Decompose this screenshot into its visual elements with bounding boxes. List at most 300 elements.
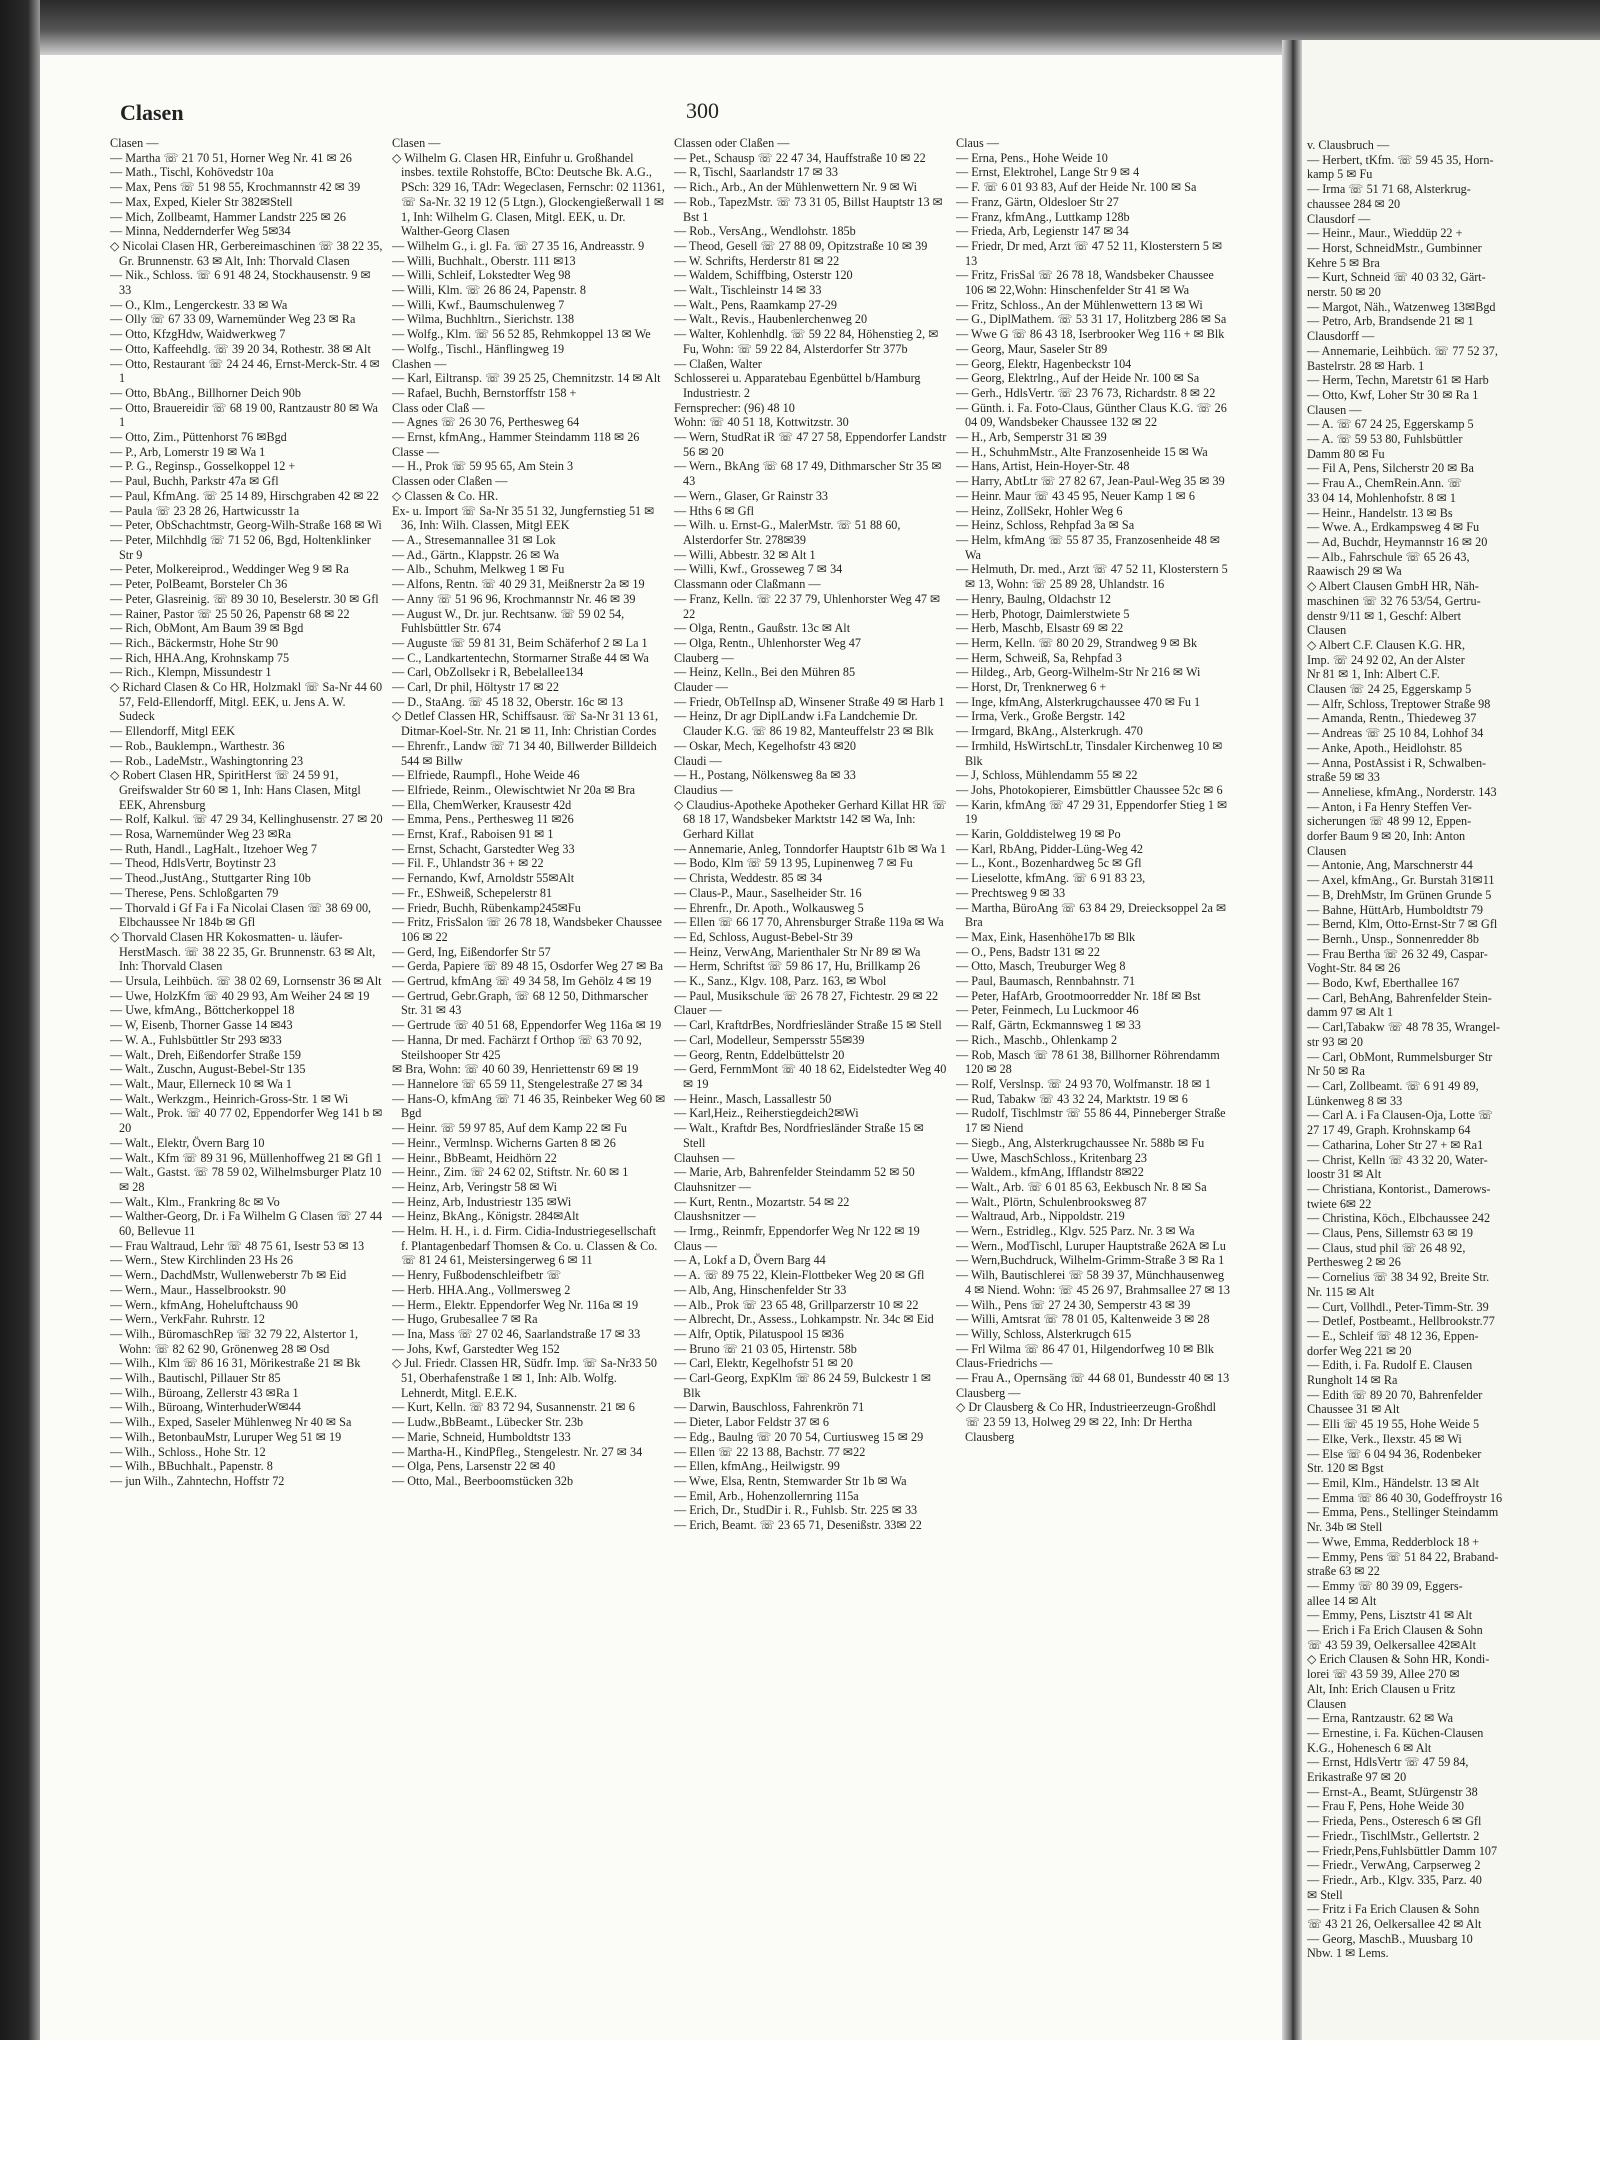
next-page-entry: 27 17 49, Graph. Krohnskamp 64 (1307, 1123, 1471, 1138)
next-page-entry: — Andreas ☏ 25 10 84, Lohhof 34 (1307, 726, 1484, 741)
directory-entry: — Franz, Kelln. ☏ 22 37 79, Uhlenhorster Weg 47 ✉ 22 (674, 591, 941, 621)
directory-entry: Claudi — (674, 753, 722, 768)
directory-entry: — Claus-P., Maur., Saselheider Str. 16 (674, 885, 862, 900)
directory-entry: — Peter, PolBeamt, Borsteler Ch 36 (110, 577, 288, 592)
next-page-entry: — A. ☏ 59 53 80, Fuhlsbüttler (1307, 432, 1463, 447)
directory-entry: — Carl, Elektr, Kegelhofstr 51 ✉ 20 (674, 1356, 853, 1371)
next-page-entry: Clausen ☏ 24 25, Eggerskamp 5 (1307, 682, 1472, 697)
directory-entry: — Herm, Kelln. ☏ 80 20 29, Strandweg 9 ✉ Bk (956, 635, 1198, 650)
directory-entry: — Wern., BkAng ☏ 68 17 49, Dithmarscher Str 35 ✉ 43 (674, 459, 942, 489)
directory-entry: — Johs, Photokopierer, Eimsbüttler Chaussee 52c ✉ 6 (956, 782, 1223, 797)
directory-entry: — Wern., ModTischl, Luruper Hauptstraße 262A ✉ Lu (956, 1238, 1226, 1253)
next-page-entry: — Wwe, Emma, Redderblock 18 + (1307, 1534, 1480, 1549)
directory-entry: — Elfriede, Raumpfl., Hohe Weide 46 (392, 768, 580, 783)
directory-entry: — Gerh., HdlsVertr. ☏ 23 76 73, Richardstr. 8 ✉ 22 (956, 385, 1216, 400)
directory-entry: — Heinz, Arb, Veringstr 58 ✉ Wi (392, 1179, 557, 1194)
directory-entry: — Erich, Beamt. ☏ 23 65 71, Desenißstr. 33✉ 22 (674, 1518, 922, 1533)
directory-entry: — Ludw.,BbBeamt., Lübecker Str. 23b (392, 1415, 584, 1430)
directory-entry: Ex- u. Import ☏ Sa-Nr 35 51 32, Jungfernstieg 51 ✉ 36, Inh: Wilh. Classen, Mitgl EEK (392, 503, 655, 533)
next-page-entry: — Carl,Tabakw ☏ 48 78 35, Wrangel- (1307, 1020, 1501, 1035)
directory-entry: — Kurt, Kelln. ☏ 83 72 94, Susannenstr. 21 ✉ 6 (392, 1400, 635, 1415)
directory-entry: — Hildeg., Arb, Georg-Wilhelm-Str Nr 216 ✉ Wi (956, 665, 1201, 680)
directory-entry: ◇ Detlef Classen HR, Schiffsausr. ☏ Sa-Nr 31 13 61, Ditmar-Koel-Str. Nr. 21 ✉ 11, Inh: Christian Cordes (392, 709, 659, 739)
directory-entry: — Claßen, Walter (674, 356, 762, 371)
directory-entry: Clausberg — (956, 1385, 1021, 1400)
next-page-entry: — Erich i Fa Erich Clausen & Sohn (1307, 1623, 1483, 1638)
directory-entry: — Günth. i. Fa. Foto-Claus, Günther Claus K.G. ☏ 26 04 09, Wandsbeker Chaussee 132 ✉ 22 (956, 400, 1227, 430)
directory-entry: — Wolfg., Tischl., Hänflingweg 19 (392, 341, 565, 356)
next-page-entry: — Emmy, Pens ☏ 51 84 22, Braband- (1307, 1549, 1499, 1564)
directory-entry: — Rob., TapezMstr. ☏ 73 31 05, Billst Hauptstr 13 ✉ Bst 1 (674, 194, 943, 224)
directory-entry: — Peter, HafArb, Grootmoorredder Nr. 18f ✉ Bst (956, 988, 1201, 1003)
directory-entry: Wohn: ☏ 40 51 18, Kottwitzstr. 30 (674, 415, 849, 430)
directory-entry: — Theod.,JustAng., Stuttgarter Ring 10b (110, 871, 311, 886)
directory-entry: — Wern,Buchdruck, Wilhelm-Grimm-Straße 3 ✉ Ra 1 (956, 1253, 1225, 1268)
directory-entry: — Rob, Masch ☏ 78 61 38, Billhorner Röhrendamm 120 ✉ 28 (956, 1047, 1220, 1077)
next-page-entry: — Wwe. A., Erdkampsweg 4 ✉ Fu (1307, 520, 1480, 535)
directory-entry: — Alfons, Rentn. ☏ 40 29 31, Meißnerstr 2a ✉ 19 (392, 577, 645, 592)
directory-entry: — Wern., DachdMstr, Wullenweberstr 7b ✉ Eid (110, 1268, 347, 1283)
directory-entry: — Friedr, ObTelInsp aD, Winsener Straße 49 ✉ Harb 1 (674, 694, 945, 709)
next-page-entry: — Anna, PostAssist i R, Schwalben- (1307, 755, 1487, 770)
directory-entry: — Waldem, Schiffbing, Osterstr 120 (674, 268, 853, 283)
directory-columns (110, 136, 1280, 2036)
next-page-entry: v. Clausbruch — (1307, 138, 1390, 152)
directory-entry: — Karl, Eiltransp. ☏ 39 25 25, Chemnitzstr. 14 ✉ Alt (392, 371, 661, 386)
next-page-entry: — Ernst, HdlsVertr ☏ 47 59 84, (1307, 1755, 1469, 1770)
directory-entry: — Ellendorff, Mitgl EEK (110, 724, 236, 739)
directory-entry: — Walt., Elektr, Övern Barg 10 (110, 1135, 265, 1150)
directory-entry: — Peter, Glasreinig. ☏ 89 30 10, Beselerstr. 30 ✉ Gfl (110, 591, 379, 606)
directory-entry: — Anny ☏ 51 96 96, Krochmannstr Nr. 46 ✉ 39 (392, 591, 636, 606)
next-page-entry: — Bernd, Klm, Otto-Ernst-Str 7 ✉ Gfl (1307, 917, 1498, 932)
next-page-entry: nerstr. 50 ✉ 20 (1307, 285, 1381, 300)
next-page-entry: Lünkenweg 8 ✉ 33 (1307, 1093, 1403, 1108)
next-page-entry: Alt, Inh: Erich Clausen u Fritz (1307, 1681, 1456, 1696)
directory-entry: — Wilh., Schloss., Hohe Str. 12 (110, 1444, 266, 1459)
directory-entry: — Wilma, Buchhltrn., Sierichstr. 138 (392, 312, 575, 327)
directory-entry: — Peter, Feinmech, Lu Luckmoor 46 (956, 1003, 1139, 1018)
directory-column-4 (956, 136, 1238, 2036)
next-page-entry: — Annemarie, Leihbüch. ☏ 77 52 37, (1307, 343, 1498, 358)
directory-entry: — Max, Pens ☏ 51 98 55, Krochmannstr 42 ✉ 39 (110, 180, 361, 195)
directory-entry: — Rob., VersAng., Wendlohstr. 185b (674, 224, 856, 239)
directory-entry: — Hannelore ☏ 65 59 11, Stengelestraße 27 ✉ 34 (392, 1077, 643, 1091)
directory-entry: — Minna, Neddernderfer Weg 5✉34 (110, 224, 291, 239)
directory-entry: — Martha ☏ 21 70 51, Horner Weg Nr. 41 ✉ 26 (110, 150, 352, 165)
next-page-entry: — Anton, i Fa Henry Steffen Ver- (1307, 799, 1472, 814)
directory-entry: — Wilh., Büroang, WinterhuderW✉44 (110, 1400, 301, 1415)
scan-shadow-left (0, 0, 40, 2040)
next-page-entry: Clausen — (1307, 402, 1362, 417)
next-page-entry: — Carl, BehAng, Bahrenfelder Stein- (1307, 990, 1492, 1005)
next-page-entry: Nr. 34b ✉ Stell (1307, 1520, 1383, 1535)
directory-entry: — Georg, Rentn, Eddelbüttelstr 20 (674, 1047, 845, 1062)
directory-entry: — Otto, BbAng., Billhorner Deich 90b (110, 385, 301, 400)
directory-entry: — Fritz, FrisSalon ☏ 26 78 18, Wandsbeker Chaussee 106 ✉ 22 (392, 915, 662, 944)
directory-entry: — Lieselotte, kfmAng. ☏ 6 91 83 23, (956, 871, 1146, 886)
directory-entry: — Wern., kfmAng, Hoheluftchauss 90 (110, 1297, 299, 1312)
directory-entry: — Rainer, Pastor ☏ 25 50 26, Papenstr 68 ✉ 22 (110, 606, 350, 621)
directory-entry: — Georg, Elektrlng., Auf der Heide Nr. 100 ✉ Sa (956, 371, 1200, 386)
directory-entry: — Heinz, BkAng., Königstr. 284✉Alt (392, 1209, 579, 1224)
directory-entry: ◇ Robert Clasen HR, SpiritHerst ☏ 24 59 91, Greifswalder Str 60 ✉ 1, Inh: Hans Clasen, Mitgl EEK, Ahrensburg (110, 768, 361, 812)
directory-entry: — Willi, Kwf., Baumschulenweg 7 (392, 297, 565, 312)
next-page-entry: Imp. ☏ 24 92 02, An der Alster (1307, 652, 1465, 667)
directory-entry: — C., Landkartentechn, Stormarner Straße 44 ✉ Wa (392, 650, 649, 665)
directory-entry: — Alfr, Optik, Pilatuspool 15 ✉36 (674, 1326, 844, 1341)
directory-entry: — Prechtsweg 9 ✉ 33 (956, 885, 1066, 900)
directory-entry: — Rich., Arb., An der Mühlenwettern Nr. 9 ✉ Wi (674, 180, 918, 195)
directory-entry: — August W., Dr. jur. Rechtsanw. ☏ 59 02 54, Fuhlsbüttler Str. 674 (392, 606, 625, 636)
next-page-entry: — Bernh., Unsp., Sonnenredder 8b (1307, 931, 1479, 946)
directory-entry: — Oskar, Mech, Kegelhofstr 43 ✉20 (674, 738, 857, 753)
directory-entry: — Irmhild, HsWirtschLtr, Tinsdaler Kirchenweg 10 ✉ Blk (956, 738, 1223, 768)
directory-entry: — H., Prok ☏ 59 95 65, Am Stein 3 (392, 459, 574, 474)
directory-entry: — Fritz, Schloss., An der Mühlenwettern 13 ✉ Wi (956, 297, 1203, 312)
next-page-entry: dorfer Baum 9 ✉ 20, Inh: Anton (1307, 829, 1466, 844)
directory-entry: — Uwe, HolzKfm ☏ 40 29 93, Am Weiher 24 ✉ 19 (110, 988, 370, 1003)
next-page-entry: — Edith, i. Fa. Rudolf E. Clausen (1307, 1358, 1473, 1373)
directory-entry: — Ina, Mass ☏ 27 02 46, Saarlandstraße 17 ✉ 33 (392, 1326, 641, 1341)
next-page-entry: ◇ Albert Clausen GmbH HR, Näh- (1307, 579, 1479, 594)
directory-entry: — Irma, Verk., Große Bergstr. 142 (956, 709, 1126, 724)
next-page-entry: — Erna, Rantzaustr. 62 ✉ Wa (1307, 1711, 1454, 1726)
directory-entry: — Karin, Golddistelweg 19 ✉ Po (956, 827, 1121, 842)
directory-entry: — Willi, Kwf., Grosseweg 7 ✉ 34 (674, 562, 843, 577)
directory-entry: — Waldem., kfmAng, Ifflandstr 8✉22 (956, 1165, 1144, 1180)
directory-entry: — Ernst, Schacht, Garstedter Weg 33 (392, 841, 575, 856)
next-page-entry: sicherungen ☏ 48 99 12, Eppen- (1307, 814, 1472, 829)
directory-entry: — Henry, Baulng, Oldachstr 12 (956, 591, 1111, 606)
next-page-entry: — Heinr., Handelstr. 13 ✉ Bs (1307, 505, 1453, 520)
directory-entry: — Therese, Pens. Schloßgarten 79 (110, 885, 279, 900)
next-page-entry: — Fritz i Fa Erich Clausen & Sohn (1307, 1902, 1480, 1917)
next-page-entry: — Carl, Zollbeamt. ☏ 6 91 49 89, (1307, 1079, 1479, 1093)
directory-entry: — Willi, Abbestr. 32 ✉ Alt 1 (674, 547, 816, 562)
directory-entry: — Wern., VerkFahr. Ruhrstr. 12 (110, 1312, 265, 1327)
directory-entry: — Alb, Ang, Hinschenfelder Str 33 (674, 1282, 847, 1297)
next-page-entry: — Friedr,Pens,Fuhlsbüttler Damm 107 (1307, 1843, 1498, 1858)
directory-entry: — Wilh, Bautischlerei ☏ 58 39 37, Münchhausenweg 4 ✉ Niend. Wohn: ☏ 45 26 97, Brahmsallee 27 ✉ 13 (956, 1268, 1230, 1297)
directory-entry: Class oder Claß — (392, 400, 485, 415)
directory-entry: — Heinz, Kelln., Bei den Mühren 85 (674, 665, 856, 680)
directory-entry: — Edg., Baulng ☏ 20 70 54, Curtiusweg 15 ✉ 29 (674, 1429, 924, 1444)
directory-entry: — Gertrud, kfmAng ☏ 49 34 58, Im Gehölz 4 ✉ 19 (392, 974, 652, 989)
directory-entry: — Georg, Maur, Saseler Str 89 (956, 341, 1108, 356)
next-page-entry: — Bodo, Kwf, Eberthallee 167 (1307, 976, 1460, 991)
directory-entry: — Otto, Masch, Treuburger Weg 8 (956, 959, 1126, 974)
next-page-entry: — Heinr., Maur., Wieddüp 22 + (1307, 226, 1463, 241)
next-page-entry: — Christiana, Kontorist., Damerows- (1307, 1181, 1491, 1196)
directory-entry: — Rich., Bäckermstr, Hohe Str 90 (110, 635, 279, 650)
next-page-entry: — Friedr., TischlMstr., Gellertstr. 2 (1307, 1828, 1480, 1843)
directory-entry: — G., DiplMathem. ☏ 53 31 17, Holitzberg 286 ✉ Sa (956, 312, 1227, 327)
directory-entry: — A., Stresemannallee 31 ✉ Lok (392, 532, 556, 547)
directory-entry: — Rafael, Buchh, Bernstorffstr 158 + (392, 385, 577, 400)
next-page-entry: — Detlef, Postbeamt., Hellbrookstr.77 (1307, 1314, 1495, 1329)
directory-entry: ◇ Nicolai Clasen HR, Gerbereimaschinen ☏ 38 22 35, Gr. Brunnenstr. 63 ✉ Alt, Inh: Thorvald Clasen (110, 238, 383, 268)
next-page-entry: Clausen (1307, 1696, 1347, 1711)
directory-entry: — Willi, Amtsrat ☏ 78 01 05, Kaltenweide 3 ✉ 28 (956, 1312, 1210, 1327)
directory-entry: — Rolf, Verslnsp. ☏ 24 93 70, Wolfmanstr. 18 ✉ 1 (956, 1077, 1211, 1091)
directory-entry: — Wilh., Exped, Saseler Mühlenweg Nr 40 ✉ Sa (110, 1415, 352, 1430)
next-page-entry: 33 04 14, Mohlenhofstr. 8 ✉ 1 (1307, 490, 1457, 505)
next-page-entry: — B, DrehMstr, Im Grünen Grunde 5 (1307, 887, 1492, 902)
directory-entry: — Herb, Maschb, Elsastr 69 ✉ 22 (956, 621, 1124, 636)
directory-entry: — Siegb., Ang, Alsterkrugchaussee Nr. 588b ✉ Fu (956, 1135, 1205, 1150)
directory-entry: — Ellen, kfmAng., Heilwigstr. 99 (674, 1459, 840, 1474)
directory-entry: — Walt., Werkzgm., Heinrich-Gross-Str. 1 ✉ Wi (110, 1091, 349, 1106)
next-page-entry: ☏ 43 21 26, Oelkersallee 42 ✉ Alt (1307, 1917, 1482, 1932)
directory-entry: Clauder — (674, 680, 728, 695)
directory-entry: — Wilh., BetonbauMstr, Luruper Weg 51 ✉ 19 (110, 1429, 342, 1444)
next-page-column (1307, 138, 1585, 2038)
directory-entry: — Max, Eink, Hasenhöhe17b ✉ Blk (956, 929, 1136, 944)
directory-entry: — Ralf, Gärtn, Eckmannsweg 1 ✉ 33 (956, 1018, 1141, 1033)
directory-entry: — Uwe, kfmAng., Böttcherkoppel 18 (110, 1003, 295, 1018)
directory-entry: — Albrecht, Dr., Assess., Lohkampstr. Nr. 34c ✉ Eid (674, 1312, 934, 1327)
directory-entry: — Wilhelm G., i. gl. Fa. ☏ 27 35 16, Andreasstr. 9 (392, 238, 645, 253)
directory-entry: — Heinz, Schloss, Rehpfad 3a ✉ Sa (956, 518, 1135, 533)
directory-entry: — Fr., EShweiß, Schepelerstr 81 (392, 885, 553, 900)
directory-entry: — Thorvald i Gf Fa i Fa Nicolai Clasen ☏ 38 69 00, Elbchaussee Nr 184b ✉ Gfl (110, 900, 372, 930)
directory-entry: — Rosa, Warnemünder Weg 23 ✉Ra (110, 827, 292, 842)
next-page-entry: Str. 120 ✉ Bgst (1307, 1461, 1384, 1476)
next-page-entry: — Emma, Pens., Stellinger Steindamm (1307, 1505, 1499, 1520)
directory-entry: — A, Lokf a D, Övern Barg 44 (674, 1253, 826, 1268)
next-page-entry: Damm 80 ✉ Fu (1307, 446, 1385, 461)
directory-entry: — Carl, KraftdrBes, Nordfriesländer Straße 15 ✉ Stell (674, 1018, 942, 1033)
directory-entry: Schlosserei u. Apparatebau Egenbüttel b/Hamburg Industriestr. 2 (674, 371, 921, 400)
directory-entry: — Rudolf, Tischlmstr ☏ 55 86 44, Pinneberger Straße 17 ✉ Niend (956, 1106, 1226, 1136)
next-page-entry: — Frau Bertha ☏ 26 32 49, Caspar- (1307, 946, 1488, 961)
directory-entry: — Herm, Schweiß, Sa, Rehpfad 3 (956, 650, 1122, 665)
directory-entry: — Alb., Schuhm, Melkweg 1 ✉ Fu (392, 562, 565, 577)
directory-entry: — Marie, Schneid, Humboldtstr 133 (392, 1429, 571, 1444)
directory-entry: — Uwe, MaschSchloss., Kritenbarg 23 (956, 1150, 1148, 1165)
directory-entry: — Wilh., Bautischl, Pillauer Str 85 (110, 1371, 281, 1386)
next-page-entry: straße 63 ✉ 22 (1307, 1564, 1380, 1579)
directory-entry: — Herb. HHA.Ang., Vollmersweg 2 (392, 1282, 571, 1297)
directory-entry: — Harry, AbtLtr ☏ 27 82 67, Jean-Paul-Weg 35 ✉ 39 (956, 474, 1225, 489)
directory-entry: ◇ Jul. Friedr. Classen HR, Südfr. Imp. ☏ Sa-Nr33 50 51, Oberhafenstraße 1 ✉ 1, Inh: Alb. Wolfg. Lehnerdt, Mitgl. E.E.K. (392, 1356, 657, 1400)
directory-entry: — Wilh. u. Ernst-G., MalerMstr. ☏ 51 88 60, Alsterdorfer Str. 278✉39 (674, 518, 901, 547)
directory-entry: — W. A., Fuhlsbüttler Str 293 ✉33 (110, 1032, 282, 1047)
page-number: 300 (686, 98, 719, 123)
directory-entry: — Inge, kfmAng, Alsterkrugchaussee 470 ✉ Fu 1 (956, 694, 1201, 709)
directory-entry: — Otto, Brauereidir ☏ 68 19 00, Rantzaustr 80 ✉ Wa 1 (110, 400, 378, 430)
directory-entry: — Ursula, Leihbüch. ☏ 38 02 69, Lornsenstr 36 ✉ Alt (110, 974, 382, 989)
next-page-entry: — Herbert, tKfm. ☏ 59 45 35, Horn- (1307, 152, 1494, 167)
directory-entry: — Wern., Glaser, Gr Rainstr 33 (674, 488, 829, 503)
next-page-entry: chaussee 284 ✉ 20 (1307, 196, 1401, 211)
directory-entry: — O., Pens, Badstr 131 ✉ 22 (956, 944, 1100, 959)
next-page-entry: — Bahne, HüttArb, Humboldtstr 79 (1307, 902, 1484, 917)
directory-entry: — Gerd, Ing, Eißendorfer Str 57 (392, 944, 551, 959)
directory-entry: — Emil, Arb., Hohenzollernring 115a (674, 1488, 859, 1503)
directory-entry: — Paul, Baumasch, Rennbahnstr. 71 (956, 974, 1136, 989)
directory-entry: — P., Arb, Lomerstr 19 ✉ Wa 1 (110, 444, 266, 459)
directory-entry: — Kurt, Rentn., Mozartstr. 54 ✉ 22 (674, 1194, 850, 1209)
directory-entry: — Wilh., Büroang, Zellerstr 43 ✉Ra 1 (110, 1385, 299, 1400)
directory-entry: — Marie, Arb, Bahrenfelder Steindamm 52 ✉ 50 (674, 1165, 915, 1180)
next-page-entry: — Claus, Pens, Sillemstr 63 ✉ 19 (1307, 1226, 1473, 1241)
directory-entry: — Elfriede, Reinm., Olewischtwiet Nr 20a ✉ Bra (392, 782, 636, 797)
directory-column-1 (110, 136, 392, 2036)
directory-entry: — Paula ☏ 23 28 26, Hartwicusstr 1a (110, 503, 300, 518)
directory-column-2 (392, 136, 674, 2036)
directory-entry: — Frau Waltraud, Lehr ☏ 48 75 61, Isestr 53 ✉ 13 (110, 1238, 365, 1253)
directory-entry: — Herb, Photogr, Daimlerstwiete 5 (956, 606, 1130, 621)
next-page-entry: ✉ Stell (1307, 1887, 1343, 1902)
directory-entry: — Waltraud, Arb., Nippoldstr. 219 (956, 1209, 1125, 1224)
directory-entry: — Franz, kfmAng., Luttkamp 128b (956, 209, 1130, 224)
directory-entry: — Walt., Tischleinstr 14 ✉ 33 (674, 283, 822, 298)
directory-entry: — Heinz, VerwAng, Marienthaler Str Nr 89 ✉ Wa (674, 944, 921, 959)
directory-entry: — Wern., Stew Kirchlinden 23 Hs 26 (110, 1253, 293, 1268)
directory-entry: — Walt., Dreh, Eißendorfer Straße 159 (110, 1047, 302, 1062)
directory-entry: — Ad., Gärtn., Klappstr. 26 ✉ Wa (392, 547, 560, 562)
directory-entry: Classmann oder Claßmann — (674, 577, 821, 592)
directory-entry: — Karl, RbAng, Pidder-Lüng-Weg 42 (956, 841, 1143, 856)
directory-entry: — Walther-Georg, Dr. i Fa Wilhelm G Clasen ☏ 27 44 60, Bellevue 11 (110, 1209, 383, 1239)
directory-entry: — Walt., Plörtn, Schulenbrooksweg 87 (956, 1194, 1147, 1209)
directory-entry: — Johs, Kwf, Garstedter Weg 152 (392, 1341, 560, 1356)
directory-entry: — Annemarie, Anleg, Tonndorfer Hauptstr 61b ✉ Wa 1 (674, 841, 946, 856)
directory-entry: — Walt., Revis., Haubenlerchenweg 20 (674, 312, 868, 327)
next-page-entry: Nr 50 ✉ Ra (1307, 1064, 1365, 1079)
directory-entry: — Karl,Heiz., Reiherstiegdeich2✉Wi (674, 1106, 859, 1121)
directory-entry: — Ruth, Handl., LagHalt., Itzehoer Weg 7 (110, 841, 317, 856)
directory-entry: Claushsnitzer — (674, 1209, 756, 1224)
directory-entry: — Wwe G ☏ 86 43 18, Iserbrooker Weg 116 + ✉ Blk (956, 327, 1225, 342)
directory-entry: — Walt., Zuschn, August-Bebel-Str 135 (110, 1062, 306, 1077)
directory-entry: — Heinr., Zim. ☏ 24 62 02, Stiftstr. Nr. 60 ✉ 1 (392, 1165, 629, 1180)
next-page-entry: Nr 81 ✉ 1, Inh: Albert C.F. (1307, 667, 1440, 682)
directory-entry: — Frl Wilma ☏ 86 47 01, Hilgendorfweg 10 ✉ Blk (956, 1341, 1214, 1356)
next-page-entry: Rungholt 14 ✉ Ra (1307, 1373, 1398, 1388)
next-page-entry: Kehre 5 ✉ Bra (1307, 255, 1380, 270)
next-page-entry: — Frieda, Pens., Osteresch 6 ✉ Gfl (1307, 1814, 1482, 1829)
directory-entry: — Willy, Schloss, Alsterkrugch 615 (956, 1326, 1132, 1341)
next-page-entry: Nr. 115 ✉ Alt (1307, 1284, 1375, 1299)
directory-entry: — H., SchuhmMstr., Alte Franzosenheide 15 ✉ Wa (956, 444, 1208, 459)
next-page-entry: — Alb., Fahrschule ☏ 65 26 43, (1307, 549, 1470, 564)
directory-entry: — Math., Tischl, Kohövedstr 10a (110, 165, 274, 180)
directory-entry: — Otto, Zim., Püttenhorst 76 ✉Bgd (110, 430, 287, 445)
directory-entry: Clauberg — (674, 650, 734, 665)
directory-entry: — Auguste ☏ 59 81 31, Beim Schäferhof 2 ✉ La 1 (392, 635, 648, 650)
next-page-entry: — Kurt, Schneid ☏ 40 03 32, Gärt- (1307, 270, 1486, 285)
next-page-entry: — Catharina, Loher Str 27 + ✉ Ra1 (1307, 1137, 1484, 1152)
directory-entry: — Rob., Bauklempn., Warthestr. 36 (110, 738, 285, 753)
next-page-entry: damm 97 ✉ Alt 1 (1307, 1005, 1394, 1020)
directory-entry: — Willi, Schleif, Lokstedter Weg 98 (392, 268, 571, 283)
directory-entry: — Olga, Rentn., Uhlenhorster Weg 47 (674, 635, 861, 650)
directory-entry: — Darwin, Bauschloss, Fahrenkrön 71 (674, 1400, 865, 1415)
next-page-entry: ◇ Albert C.F. Clausen K.G. HR, (1307, 637, 1466, 652)
directory-entry: — Rich., Maschb., Ohlenkamp 2 (956, 1032, 1118, 1047)
directory-entry: ◇ Thorvald Clasen HR Kokosmatten- u. läufer-HerstMasch. ☏ 38 22 35, Gr. Brunnenstr. 63 ✉ Alt, Inh: Thorvald Clasen (110, 929, 376, 974)
next-page-entry: maschinen ☏ 32 76 53/54, Gertru- (1307, 593, 1481, 608)
directory-entry: Claudius — (674, 782, 733, 797)
next-page-entry: Clausen (1307, 843, 1347, 858)
directory-entry: — Olly ☏ 67 33 09, Warnemünder Weg 23 ✉ Ra (110, 312, 356, 327)
directory-entry: — Rich, HHA.Ang, Krohnskamp 75 (110, 650, 290, 665)
directory-entry: — Wern, StudRat iR ☏ 47 27 58, Eppendorfer Landstr 56 ✉ 20 (674, 430, 947, 459)
directory-entry: — Ellen ☏ 66 17 70, Ahrensburger Straße 119a ✉ Wa (674, 915, 944, 930)
directory-entry: — Otto, Kaffeehdlg. ☏ 39 20 34, Rothestr. 38 ✉ Alt (110, 341, 371, 356)
next-page-entry: — Alfr, Schloss, Treptower Straße 98 (1307, 696, 1491, 711)
directory-entry: — Heinz, Dr agr DiplLandw i.Fa Landchemie Dr. Clauder K.G. ☏ 86 19 82, Manteuffelstr 23 ✉ Blk (674, 709, 934, 739)
next-page-entry: straße 59 ✉ 33 (1307, 770, 1380, 785)
directory-entry: — Herm, Schriftst ☏ 59 86 17, Hu, Brillkamp 26 (674, 959, 921, 974)
directory-entry: — Willi, Buchhalt., Oberstr. 111 ✉13 (392, 253, 576, 268)
directory-entry: — R, Tischl, Saarlandstr 17 ✉ 33 (674, 165, 838, 180)
directory-entry: — Olga, Rentn., Gaußstr. 13c ✉ Alt (674, 621, 851, 636)
next-page-entry: K.G., Hohenesch 6 ✉ Alt (1307, 1740, 1432, 1755)
directory-entry: Classen oder Claßen — (392, 474, 508, 489)
directory-entry: ◇ Richard Clasen & Co HR, Holzmakl ☏ Sa-Nr 44 60 57, Feld-Ellendorff, Mitgl. EEK, u. Jens A. W. Sudeck (110, 680, 383, 724)
next-page-entry: — Cornelius ☏ 38 34 92, Breite Str. (1307, 1270, 1490, 1285)
directory-entry: — Heinz, ZollSekr, Hohler Weg 6 (956, 503, 1123, 518)
next-page-entry: — Friedr., VerwAng, Carpserweg 2 (1307, 1858, 1481, 1873)
directory-entry: — L., Kont., Bozenhardweg 5c ✉ Gfl (956, 856, 1142, 871)
directory-entry: Claus — (674, 1238, 717, 1253)
directory-entry: ✉ Bra, Wohn: ☏ 40 60 39, Henriettenstr 69 ✉ 19 (392, 1062, 639, 1077)
next-page-entry: — Friedr., Arb., Klgv. 335, Parz. 40 (1307, 1872, 1482, 1887)
directory-entry: — Rich, ObMont, Am Baum 39 ✉ Bgd (110, 621, 304, 636)
directory-entry: Clasen — (110, 136, 159, 150)
directory-entry: — H., Postang, Nölkensweg 8a ✉ 33 (674, 768, 856, 783)
directory-entry: — Irmgard, BkAng., Alsterkrugh. 470 (956, 724, 1143, 739)
directory-entry: — Heinr. Maur ☏ 43 45 95, Neuer Kamp 1 ✉ 6 (956, 488, 1196, 503)
next-page-entry: — Frau F, Pens, Hohe Weide 30 (1307, 1799, 1464, 1814)
directory-entry: — Friedr, Dr med, Arzt ☏ 47 52 11, Klosterstern 5 ✉ 13 (956, 238, 1223, 268)
next-page-entry: — Frau A., ChemRein.Ann. ☏ (1307, 476, 1463, 491)
next-page-entry: — E., Schleif ☏ 48 12 36, Eppen- (1307, 1328, 1479, 1343)
directory-entry: — Helm, kfmAng ☏ 55 87 35, Franzosenheide 48 ✉ Wa (956, 532, 1221, 562)
directory-entry: — jun Wilh., Zahntechn, Hoffstr 72 (110, 1473, 285, 1488)
directory-entry: — Gerd, FernmMont ☏ 40 18 62, Eidelstedter Weg 40 ✉ 19 (674, 1062, 947, 1091)
directory-entry: — Walt., Maur, Ellerneck 10 ✉ Wa 1 (110, 1077, 292, 1091)
next-page-entry: — Horst, SchneidMstr., Gumbinner (1307, 240, 1482, 255)
directory-entry: — Hans, Artist, Hein-Hoyer-Str. 48 (956, 459, 1130, 474)
scan-bottom-margin (0, 2040, 1600, 2177)
directory-entry: — Pet., Schausp ☏ 22 47 34, Hauffstraße 10 ✉ 22 (674, 150, 926, 165)
directory-entry: — Heinr., BbBeamt, Heidhörn 22 (392, 1150, 557, 1165)
directory-entry: — Ehrenfr., Dr. Apoth., Wolkausweg 5 (674, 900, 864, 915)
next-page-entry: kamp 5 ✉ Fu (1307, 167, 1373, 182)
next-page-entry: ◇ Erich Clausen & Sohn HR, Kondi- (1307, 1652, 1490, 1667)
next-page-entry: — A. ☏ 67 24 25, Eggerskamp 5 (1307, 417, 1474, 432)
next-page-entry: Chaussee 31 ✉ Alt (1307, 1402, 1400, 1417)
directory-entry: — Helm. H. H., i. d. Firm. Cidia-Industriegesellschaft f. Plantagenbedarf Thomsen & Co. u. Classen & Co. ☏ 81 24 61, Meistersingerweg 6 ✉ 11 (392, 1224, 658, 1268)
directory-entry: Fernsprecher: (96) 48 10 (674, 400, 795, 415)
directory-entry: — Wilh., Klm ☏ 86 16 31, Mörikestraße 21 ✉ Bk (110, 1356, 361, 1371)
next-page-entry: Raawisch 29 ✉ Wa (1307, 564, 1402, 579)
directory-entry: — Bodo, Klm ☏ 59 13 95, Lupinenweg 7 ✉ Fu (674, 856, 913, 871)
directory-entry: — Fil. F., Uhlandstr 36 + ✉ 22 (392, 856, 544, 871)
directory-entry: Clauer — (674, 1003, 722, 1018)
directory-entry: — H., Arb, Semperstr 31 ✉ 39 (956, 430, 1107, 445)
directory-entry: — Wilh., BBuchhalt., Papenstr. 8 (110, 1459, 273, 1474)
directory-entry: — Olga, Pens, Larsenstr 22 ✉ 40 (392, 1459, 556, 1474)
directory-entry: — Martha, BüroAng ☏ 63 84 29, Dreiecksoppel 2a ✉ Bra (956, 900, 1227, 930)
directory-entry: — F. ☏ 6 01 93 83, Auf der Heide Nr. 100 ✉ Sa (956, 180, 1197, 195)
directory-entry: — Irmg., Reinmfr, Eppendorfer Weg Nr 122 ✉ 19 (674, 1224, 920, 1239)
